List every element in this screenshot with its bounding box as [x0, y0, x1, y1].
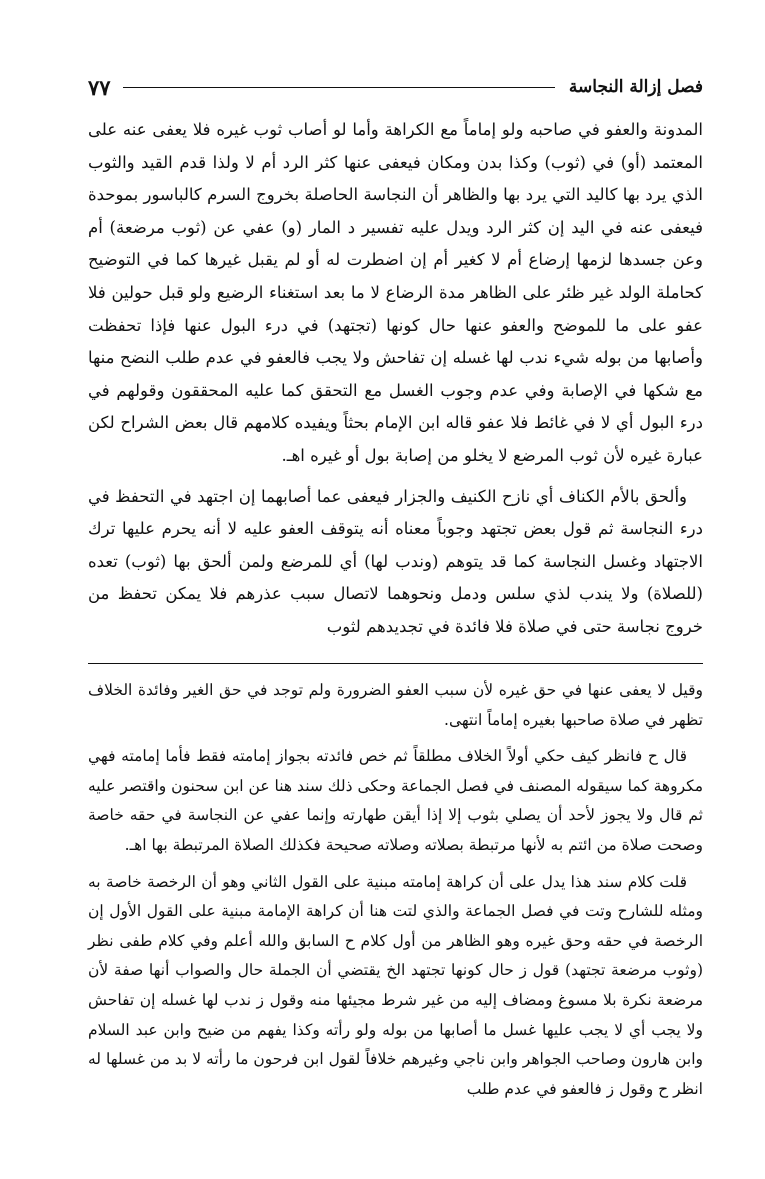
footnote-paragraph: قلت كلام سند هذا يدل على أن كراهة إمامته مبنية على القول الثاني وهو أن الرخصة خاصة به ومثله للشارح وتت في فصل الجماعة والذي لتت هنا أن كراهة الإمامة مبنية على القول الأول إن الرخصة في حقه وحق غيره وهو الظاهر من أول كلام ح السابق والله أعلم وفي كلام طفى نظر (وثوب مرضعة تجتهد) قول ز حال كونها تجتهد الخ يقتضي أن الجملة حال والصواب أنها صفة لأن مرضعة نكرة بلا مسوغ ومضاف إليه من غير شرط مجيئها منه وقول ز ندب لها غسله إن تفاحش ولا يجب أي لا يجب عليها غسل ما أصابها من بوله ولو رأته وكذا يفهم من ضيح وابن عبد السلام وابن هارون وصاحب الجواهر وابن ناجي وغيرهم خلافاً لقول ابن فرحون ما رأته لا بد من غسلها له انظر ح وقول ز فالعفو في عدم طلب — [88, 872, 703, 1098]
main-paragraph: وألحق بالأم الكناف أي نازح الكنيف والجزار فيعفى عما أصابهما إن اجتهد في التحفظ في درء النجاسة ثم قول بعض تجتهد وجوباً معناه أنه يتوقف العفو عليه لا أنه يحرم عليها ترك الاجتهاد وغسل النجاسة كما قد يتوهم (وندب لها) أي للمرضع ولمن ألحق بها (ثوب) تعده (للصلاة) ولا يندب لذي سلس ودمل ونحوهما لاتصال سبب عذرهم فلا يمكن تحفظ من خروج نجاسة حتى في صلاة فلا فائدة في تجديدهم لثوب — [88, 486, 703, 636]
running-header — [88, 70, 703, 104]
footnote-paragraph: وقيل لا يعفى عنها في حق غيره لأن سبب العفو الضرورة ولم توجد في حق الغير وفائدة الخلاف تظهر في صلاة صاحبها بغيره إماماً انتهى. — [88, 681, 703, 729]
footnote-text — [88, 676, 703, 1104]
footnote-separator — [88, 663, 703, 664]
page-number: ٧٧ — [88, 74, 111, 100]
footnote-paragraph: قال ح فانظر كيف حكي أولاً الخلاف مطلقاً ثم خص فائدته بجواز إمامته فقط فأما إمامته فهي مكروهة كما سيقوله المصنف في فصل الجماعة وحكى ذلك سند هنا عن ابن سحنون واقتصر عليه ثم قال ولا يجوز لأحد أن يصلي بثوب إلا إذا أيقن طهارته وإنما عفي عن النجاسة في حقه خاصة وصحت صلاة من ائتم به لأنها مرتبطة بصلاته وصلاته صحيحة فكذلك الصلاة المرتبطة بها اهـ. — [88, 747, 703, 854]
main-paragraph: المدونة والعفو في صاحبه ولو إماماً مع الكراهة وأما لو أصاب ثوب غيره فلا يعفى عنه على المعتمد (أو) في (ثوب) وكذا بدن ومكان فيعفى عنها كثر الرد أم لا ولذا قدم القيد والثوب الذي يرد بها كاليد التي يرد بها والظاهر أن النجاسة الحاصلة بخروج السرم كالباسور بموحدة فيعفى عنه في اليد إن كثر الرد ويدل عليه تفسير د المار (و) عفي عن (ثوب مرضعة) أم وعن جسدها لزمها إرضاع أم لا كغير أم إن اضطرت له أو لم يقبل غيرها كما في التوضيح كحاملة الولد غير ظئر على الظاهر مدة الرضاع لا ما بعد استغناء الرضيع ولو قبل حولين فلا عفو على ما للموضح والعفو عنها حال كونها (تجتهد) في درء البول عنها فإذا تحفظت وأصابها من بوله شيء ندب لها غسله إن تفاحش ولا يجب فالعفو في عدم طلب النضح منها مع شكها في الإصابة وفي عدم وجوب الغسل مع التحقق كما عليه المحققون وقولهم في درء البول أي لا في غائط فلا عفو قاله ابن الإمام بحثاً ويفيده كلامهم قال بعض الشراح لكن عبارة غيره لأن ثوب المرضع لا يخلو من إصابة بول أو غيره اهـ. — [88, 120, 703, 465]
main-text — [88, 114, 703, 644]
chapter-title: فصل إزالة النجاسة — [568, 77, 703, 97]
header-rule — [123, 87, 555, 88]
